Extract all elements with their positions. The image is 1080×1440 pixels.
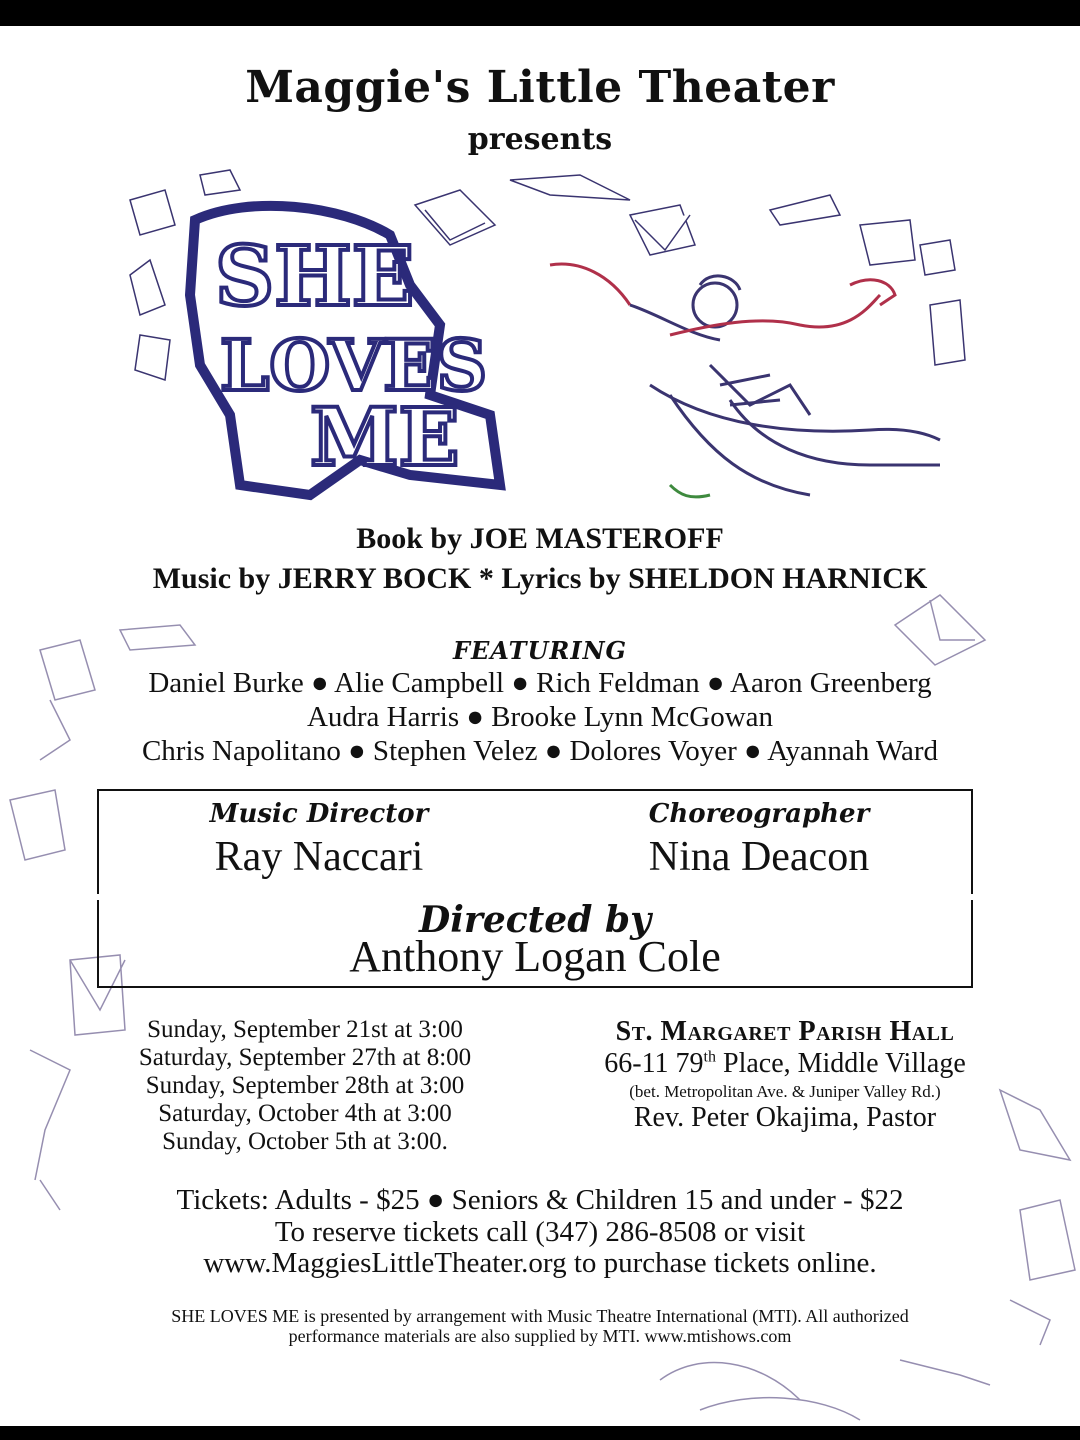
venue-pastor: Rev. Peter Okajima, Pastor [633, 1102, 937, 1133]
date-item: Saturday, October 4th at 3:00 [158, 1100, 452, 1127]
cast-line: Daniel Burke ● Alie Campbell ● Rich Feldman ● Aaron Greenberg [148, 667, 932, 699]
date-item: Saturday, September 27th at 8:00 [138, 1044, 472, 1071]
directed-by-label: Directed by [418, 899, 651, 941]
flying-man-illustration [550, 264, 940, 497]
show-artwork [110, 165, 990, 515]
website-link[interactable]: www.MaggiesLittleTheater.org to purchase tickets online. [203, 1247, 877, 1279]
book-credit: Book by JOE MASTEROFF [356, 522, 724, 555]
svg-text:LOVES: LOVES [220, 324, 488, 407]
bottom-border [0, 1426, 1080, 1440]
theater-name: Maggie's Little Theater [245, 62, 835, 113]
music-director-label: Music Director [209, 799, 429, 829]
director-name: Anthony Logan Cole [349, 932, 721, 981]
presents-label: presents [467, 122, 613, 157]
ticket-prices: Tickets: Adults - $25 ● Seniors & Children 15 and under - $22 [176, 1184, 904, 1216]
address-ordinal: th [703, 1048, 716, 1066]
svg-text:ME: ME [310, 390, 460, 484]
venue-info [560, 1016, 1010, 1134]
cast-line: Audra Harris ● Brooke Lynn McGowan [306, 701, 774, 733]
cast-line: Chris Napolitano ● Stephen Velez ● Dolores Voyer ● Ayannah Ward [141, 735, 939, 767]
venue-address [560, 1048, 1010, 1080]
creative-team-box [97, 789, 973, 988]
top-border [0, 0, 1080, 26]
reserve-info: To reserve tickets call (347) 286-8508 or visit [274, 1216, 806, 1248]
she-loves-me-logo [190, 206, 500, 495]
choreographer-name: Nina Deacon [648, 834, 870, 880]
licensing-note: SHE LOVES ME is presented by arrangement with Music Theatre International (MTI). All authorized [171, 1306, 909, 1326]
music-lyrics-credit: Music by JERRY BOCK * Lyrics by SHELDON HARNICK [152, 562, 928, 595]
date-item: Sunday, September 28th at 3:00 [145, 1072, 465, 1099]
venue-name: St. Margaret Parish Hall [615, 1016, 955, 1047]
music-director-name: Ray Naccari [214, 834, 424, 880]
address-street: Place, Middle Village [716, 1048, 966, 1079]
date-item: Sunday, September 21st at 3:00 [147, 1016, 463, 1043]
address-number: 66-11 79 [604, 1048, 704, 1079]
choreographer-label: Choreographer [648, 799, 870, 829]
featuring-label: FEATURING [452, 636, 628, 665]
svg-text:SHE: SHE [215, 229, 415, 325]
performance-dates [100, 1016, 510, 1156]
venue-cross-streets: (bet. Metropolitan Ave. & Juniper Valley Rd.) [629, 1082, 941, 1101]
choreographer-block [419, 799, 1080, 881]
licensing-note: performance materials are also supplied by MTI. www.mtishows.com [288, 1326, 792, 1346]
date-item: Sunday, October 5th at 3:00. [162, 1128, 448, 1155]
